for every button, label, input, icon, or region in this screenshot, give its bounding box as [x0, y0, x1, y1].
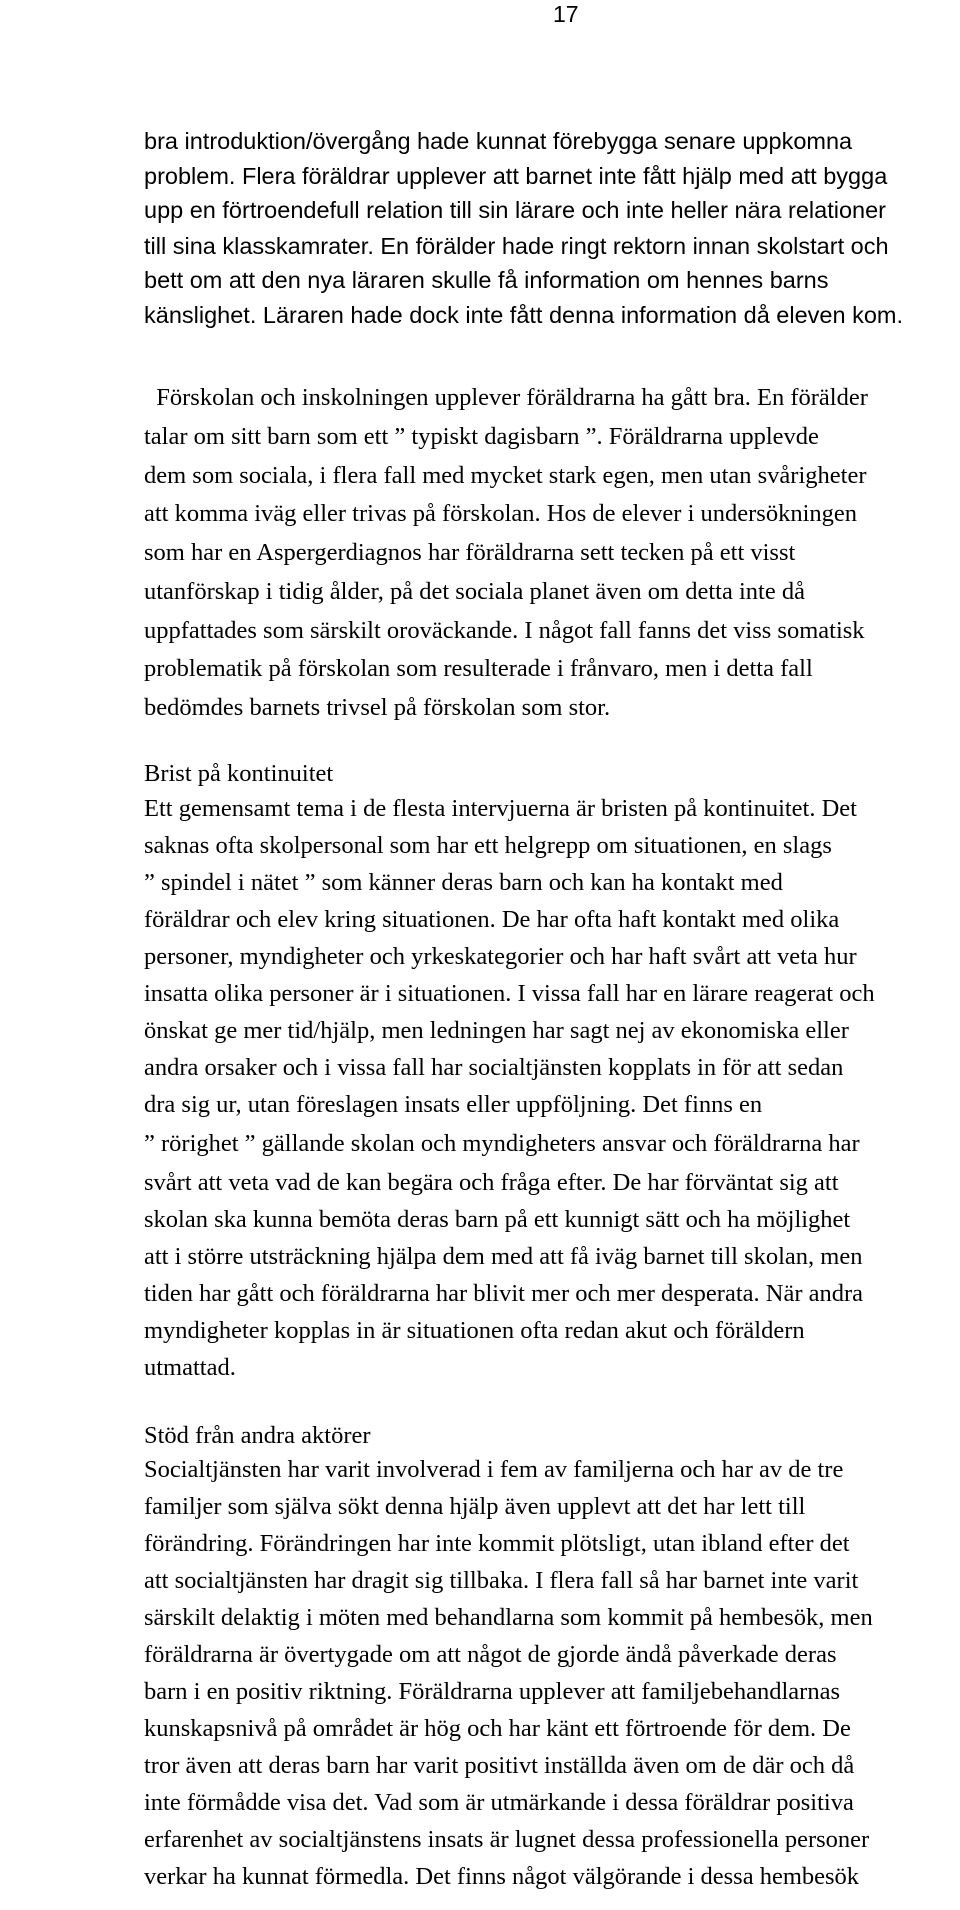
text-line: skolan ska kunna bemöta deras barn på ett kunnigt sätt och ha möjlighet: [144, 1206, 851, 1233]
text-line: talar om sitt barn som ett ” typiskt dagisbarn ”. Föräldrarna upplevde: [144, 423, 819, 450]
section-heading: Stöd från andra aktörer: [144, 1422, 371, 1449]
text-line: dem som sociala, i flera fall med mycket stark egen, men utan svårigheter: [144, 462, 867, 489]
text-line: erfarenhet av socialtjänstens insats är lugnet dessa professionella personer: [144, 1826, 870, 1853]
text-line: till sina klasskamrater. En förälder hade ringt rektorn innan skolstart och: [144, 233, 889, 259]
text-line: dra sig ur, utan föreslagen insats eller uppföljning. Det finns en: [144, 1091, 763, 1118]
text-line: tiden har gått och föräldrarna har blivit mer och mer desperata. När andra: [144, 1280, 864, 1307]
text-line: svårt att veta vad de kan begära och fråga efter. De har förväntat sig att: [144, 1169, 839, 1196]
text-line: föräldrar och elev kring situationen. De har ofta haft kontakt med olika: [144, 906, 840, 933]
text-line: Socialtjänsten har varit involverad i fem av familjerna och har av de tre: [144, 1456, 844, 1483]
text-line: familjer som själva sökt denna hjälp även upplevt att det har lett till: [144, 1493, 806, 1520]
text-line: ” spindel i nätet ” som känner deras barn och kan ha kontakt med: [144, 869, 783, 896]
text-line: Ett gemensamt tema i de flesta intervjuerna är bristen på kontinuitet. Det: [144, 795, 857, 822]
text-line: utanförskap i tidig ålder, på det sociala planet även om detta inte då: [144, 578, 805, 605]
text-line: myndigheter kopplas in är situationen ofta redan akut och föräldern: [144, 1317, 805, 1344]
text-line: utmattad.: [144, 1354, 236, 1381]
text-line: bedömdes barnets trivsel på förskolan som stor.: [144, 694, 611, 721]
text-line: insatta olika personer är i situationen. I vissa fall har en lärare reagerat och: [144, 980, 875, 1007]
text-line: tror även att deras barn har varit positivt inställda även om de där och då: [144, 1752, 855, 1779]
text-line: upp en förtroendefull relation till sin lärare och inte heller nära relationer: [144, 197, 886, 223]
text-line: verkar ha kunnat förmedla. Det finns något välgörande i dessa hembesök: [144, 1863, 860, 1890]
text-line: uppfattades som särskilt oroväckande. I något fall fanns det viss somatisk: [144, 617, 865, 644]
text-line: personer, myndigheter och yrkeskategorier och har haft svårt att veta hur: [144, 943, 857, 970]
text-line: önskat ge mer tid/hjälp, men ledningen har sagt nej av ekonomiska eller: [144, 1017, 849, 1044]
text-line: kunskapsnivå på området är hög och har känt ett förtroende för dem. De: [144, 1715, 851, 1742]
text-line: förändring. Förändringen har inte kommit plötsligt, utan ibland efter det: [144, 1530, 850, 1557]
text-line: ” rörighet ” gällande skolan och myndigheters ansvar och föräldrarna har: [144, 1130, 860, 1157]
text-line: att socialtjänsten har dragit sig tillbaka. I flera fall så har barnet inte varit: [144, 1567, 859, 1594]
text-line: problematik på förskolan som resulterade i frånvaro, men i detta fall: [144, 655, 813, 682]
text-line: inte förmådde visa det. Vad som är utmärkande i dessa föräldrar positiva: [144, 1789, 854, 1816]
section-heading: Brist på kontinuitet: [144, 760, 334, 787]
text-line: särskilt delaktig i möten med behandlarna som kommit på hembesök, men: [144, 1604, 873, 1631]
text-line: saknas ofta skolpersonal som har ett helgrepp om situationen, en slags: [144, 832, 832, 859]
text-line: att komma iväg eller trivas på förskolan. Hos de elever i undersökningen: [144, 500, 858, 527]
text-line: bra introduktion/övergång hade kunnat förebygga senare uppkomna: [144, 128, 853, 154]
text-line: andra orsaker och i vissa fall har socialtjänsten kopplats in för att sedan: [144, 1054, 844, 1081]
text-line: problem. Flera föräldrar upplever att barnet inte fått hjälp med att bygga: [144, 163, 888, 189]
text-line: känslighet. Läraren hade dock inte fått denna information då eleven kom.: [144, 302, 904, 328]
page-number: 17: [553, 1, 579, 27]
text-line: Förskolan och inskolningen upplever föräldrarna ha gått bra. En förälder: [144, 384, 868, 411]
text-line: bett om att den nya läraren skulle få information om hennes barns: [144, 267, 829, 293]
text-line: att i större utsträckning hjälpa dem med att få iväg barnet till skolan, men: [144, 1243, 863, 1270]
text-line: som har en Aspergerdiagnos har föräldrarna sett tecken på ett visst: [144, 539, 796, 566]
text-line: barn i en positiv riktning. Föräldrarna upplever att familjebehandlarnas: [144, 1678, 840, 1705]
text-line: föräldrarna är övertygade om att något de gjorde ändå påverkade deras: [144, 1641, 837, 1668]
